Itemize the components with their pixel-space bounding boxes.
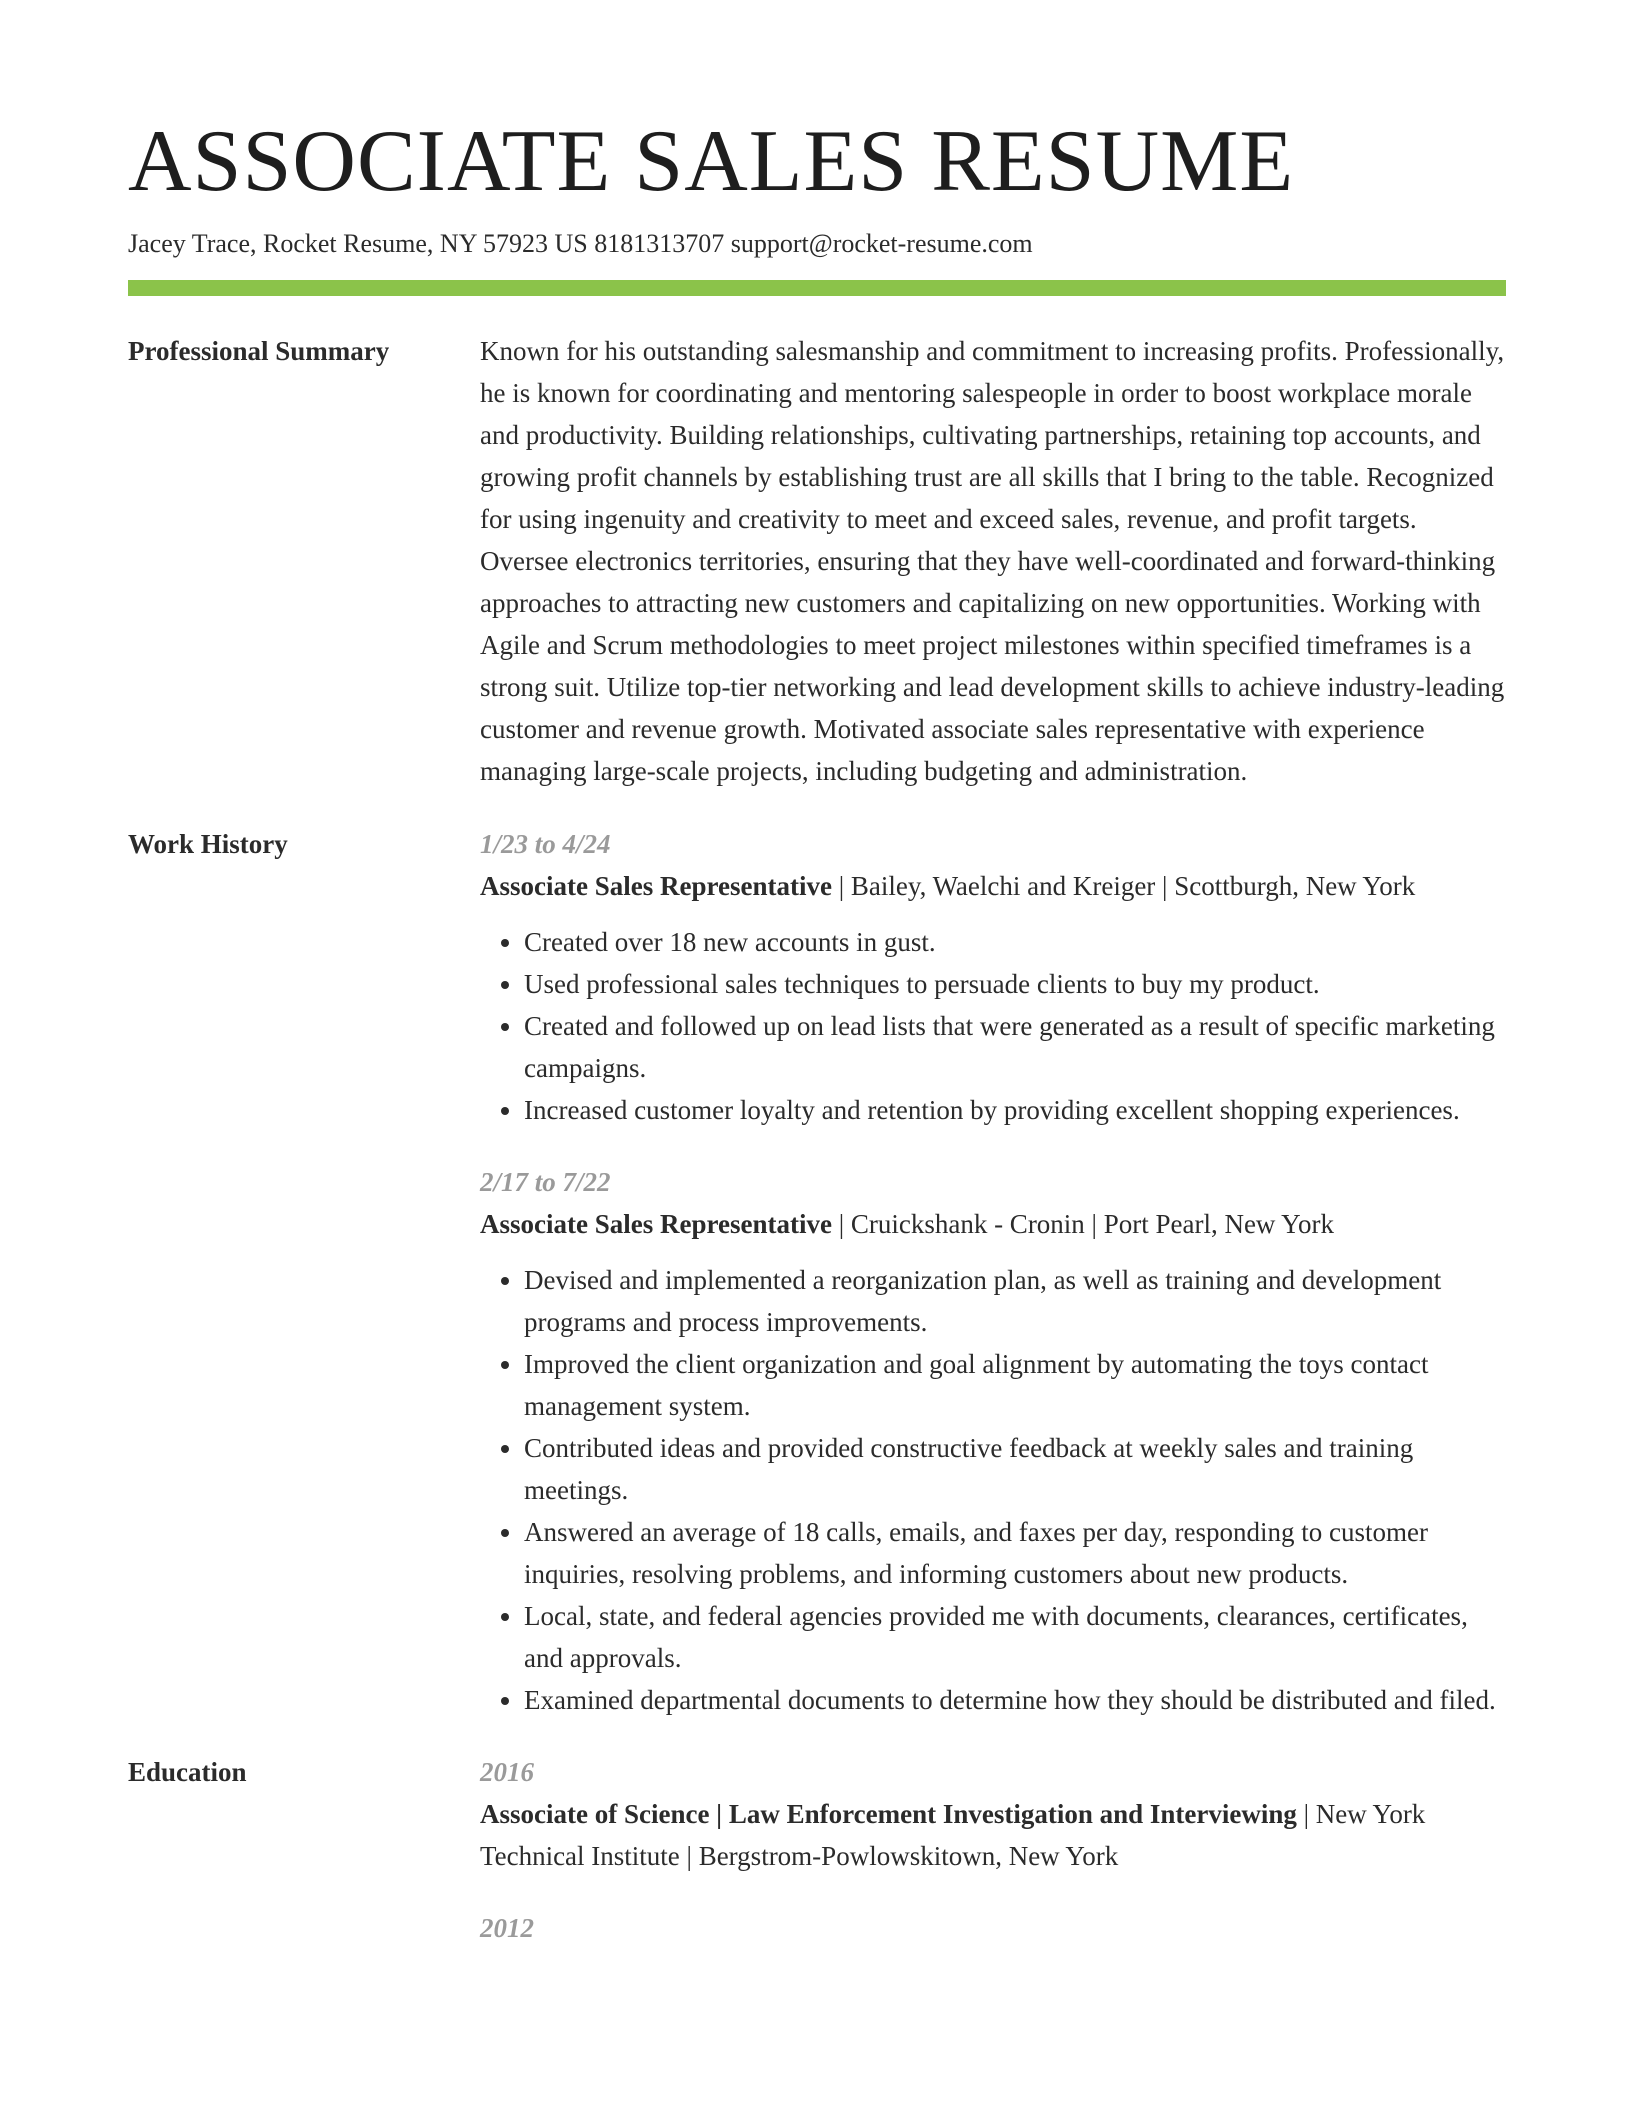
- education-heading: [480, 1793, 1506, 1877]
- job-bullet: • Created over 18 new accounts in gust.: [524, 921, 1506, 963]
- job-date: 1/23 to 4/24: [480, 829, 611, 859]
- job-entry: [480, 1161, 1506, 1721]
- job-bullet: • Devised and implemented a reorganization plan, as well as training and development programs and process improvements.: [524, 1259, 1506, 1343]
- education-date: 2012: [480, 1913, 534, 1943]
- job-title: Associate Sales Representative: [480, 1209, 832, 1239]
- job-bullet: • Answered an average of 18 calls, emails, and faxes per day, responding to customer inquiries, resolving problems, and informing customers about new products.: [524, 1511, 1506, 1595]
- job-bullets: [480, 1259, 1506, 1721]
- job-heading: [480, 865, 1506, 907]
- job-details: | Bailey, Waelchi and Kreiger | Scottburgh, New York: [831, 871, 1416, 901]
- section-label-summary: Professional Summary: [128, 336, 390, 366]
- work-history-body: [480, 823, 1506, 1721]
- resume-page: [128, 113, 1506, 1949]
- job-bullet: • Local, state, and federal agencies provided me with documents, clearances, certificates, and approvals.: [524, 1595, 1506, 1679]
- job-bullet: • Contributed ideas and provided constructive feedback at weekly sales and training meetings.: [524, 1427, 1506, 1511]
- education-date: 2016: [480, 1757, 534, 1787]
- contact-line: Jacey Trace, Rocket Resume, NY 57923 US 8181313707 support@rocket-resume.com: [128, 229, 1033, 258]
- resume-title: ASSOCIATE SALES RESUME: [128, 113, 1295, 210]
- job-title: Associate Sales Representative: [480, 871, 832, 901]
- education-entry: [480, 1907, 1506, 1949]
- summary-text: Known for his outstanding salesmanship and commitment to increasing profits. Professionally, he is known for coordinating and mentoring salespeople in order to boost workplace morale and productivity. Building relationships, cultivating partnerships, retaining top accounts, and growing profit channels by establishing trust are all skills that I bring to the table. Recognized for using ingenuity and creativity to meet and exceed sales, revenue, and profit targets. Oversee electronics territories, ensuring that they have well-coordinated and forward-thinking approaches to attracting new customers and capitalizing on new opportunities. Working with Agile and Scrum methodologies to meet project milestones within specified timeframes is a strong suit. Utilize top-tier networking and lead development skills to achieve industry-leading customer and revenue growth. Motivated associate sales representative with experience managing large-scale projects, including budgeting and administration.: [480, 336, 1505, 786]
- education-degree: Associate of Science | Law Enforcement Investigation and Interviewing: [480, 1799, 1297, 1829]
- job-bullet: • Examined departmental documents to determine how they should be distributed and filed.: [524, 1679, 1506, 1721]
- job-details: | Cruickshank - Cronin | Port Pearl, New York: [831, 1209, 1334, 1239]
- education-entry: [480, 1751, 1506, 1877]
- job-entry: [480, 823, 1506, 1131]
- job-bullet: • Improved the client organization and goal alignment by automating the toys contact management system.: [524, 1343, 1506, 1427]
- summary-section: [128, 330, 1506, 792]
- job-bullet: • Increased customer loyalty and retention by providing excellent shopping experiences.: [524, 1089, 1506, 1131]
- job-bullets: [480, 921, 1506, 1131]
- job-heading: [480, 1203, 1506, 1245]
- education-details: | New York Technical Institute | Bergstrom-Powlowskitown, New York: [480, 1799, 1426, 1871]
- education-body: [480, 1751, 1506, 1949]
- job-bullet: • Used professional sales techniques to persuade clients to buy my product.: [524, 963, 1506, 1005]
- section-label-education: Education: [128, 1757, 247, 1787]
- job-bullet: • Created and followed up on lead lists that were generated as a result of specific marketing campaigns.: [524, 1005, 1506, 1089]
- education-section: [128, 1751, 1506, 1949]
- work-history-section: [128, 823, 1506, 1721]
- section-label-work-history: Work History: [128, 829, 288, 859]
- summary-body: [480, 330, 1506, 792]
- header-divider: [128, 280, 1506, 296]
- job-date: 2/17 to 7/22: [480, 1167, 611, 1197]
